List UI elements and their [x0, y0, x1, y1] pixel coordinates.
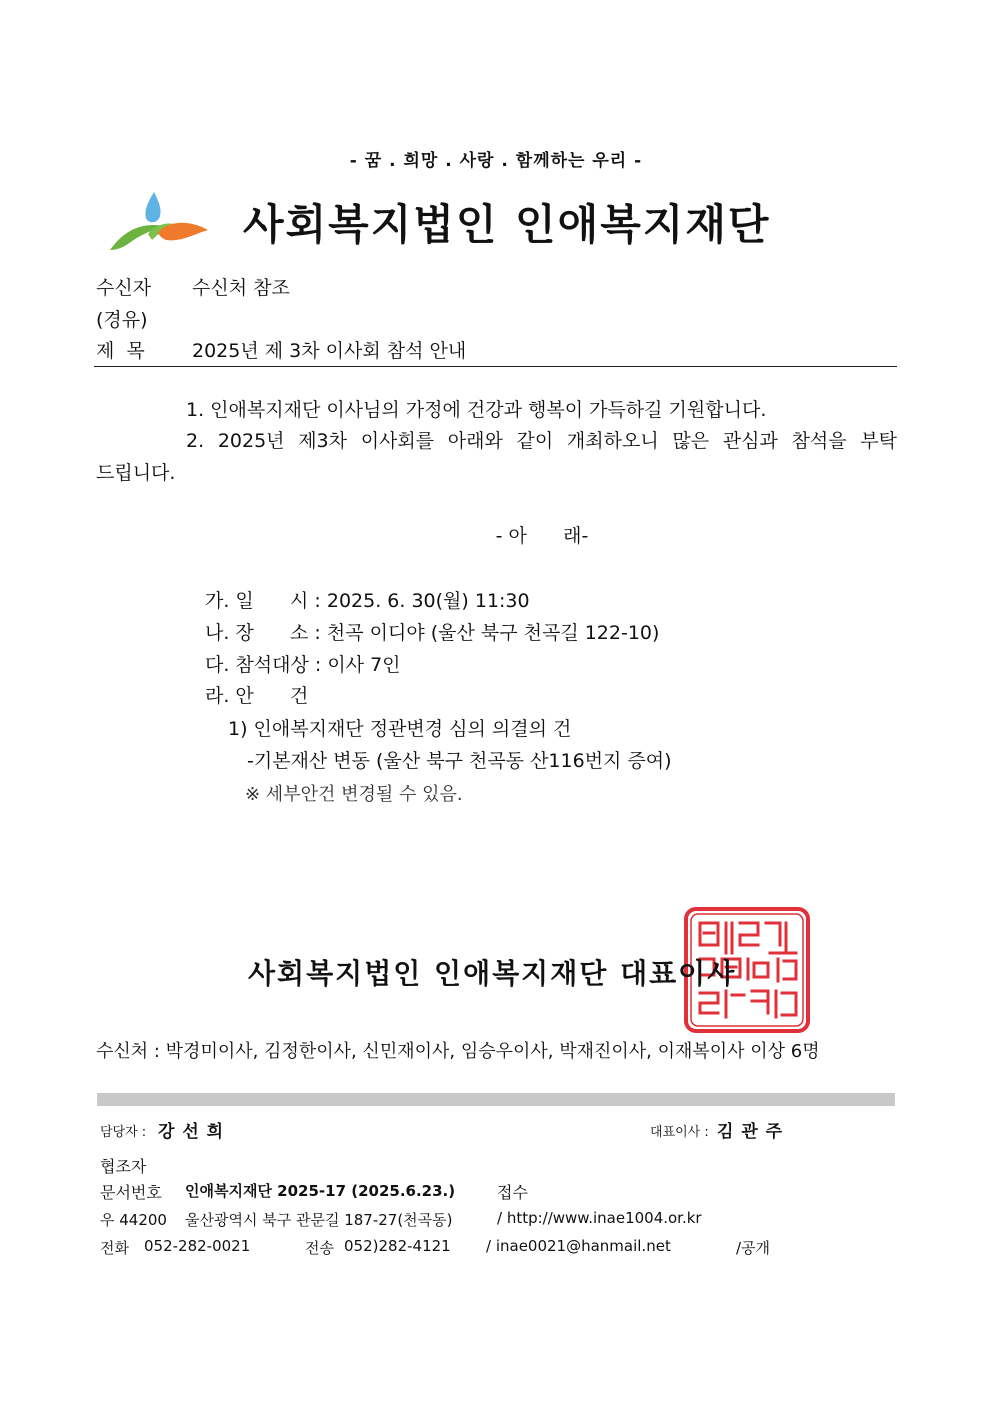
agenda-note: ※ 세부안건 변경될 수 있음.: [245, 784, 463, 805]
address: 울산광역시 북구 관문길 187-27(천곡동): [185, 1211, 453, 1229]
signature-line: 사회복지법인 인애복지재단 대표이사: [248, 957, 737, 990]
body-line-2: 2. 2025년 제3차 이사회를 아래와 같이 개최하오니 많은 관심과 참석을 부탁: [186, 430, 897, 452]
phone-label: 전화: [100, 1239, 129, 1257]
org-title: 사회복지법인 인애복지재단: [243, 200, 771, 249]
email-link[interactable]: / inae0021@hanmail.net: [486, 1237, 671, 1255]
handler-name: 강 선 희: [158, 1122, 225, 1142]
item-agenda: 라. 안 건: [205, 685, 309, 707]
item-datetime: 가. 일 시 : 2025. 6. 30(월) 11:30: [205, 590, 530, 612]
doc-number-label: 문서번호: [100, 1183, 162, 1202]
doc-number-value: 인애복지재단 2025-17 (2025.6.23.): [185, 1182, 456, 1200]
phone-number: 052-282-0021: [144, 1237, 251, 1255]
notice-heading: - 아 래-: [495, 525, 589, 547]
ceo-name: 김 관 주: [717, 1122, 784, 1142]
fax-label: 전송: [305, 1239, 334, 1257]
fax-number: 052)282-4121: [344, 1237, 451, 1255]
via-label: (경유): [96, 309, 148, 331]
website-link[interactable]: / http://www.inae1004.or.kr: [497, 1209, 702, 1227]
agenda-item-1: 1) 인애복지재단 정관변경 심의 의결의 건: [228, 718, 572, 740]
footer-divider-bar: [97, 1093, 895, 1106]
foundation-logo: [108, 190, 210, 254]
logo-drop: [145, 192, 160, 222]
disclosure-status: /공개: [736, 1239, 771, 1257]
slogan: - 꿈 . 희망 . 사랑 . 함께하는 우리 -: [349, 151, 643, 171]
body-line-3: 드립니다.: [96, 462, 176, 484]
agenda-item-1-detail: -기본재산 변동 (울산 북구 천곡동 산116번지 증여): [247, 750, 672, 772]
ceo-label: 대표이사 :: [650, 1125, 709, 1140]
body-line-1: 1. 인애복지재단 이사님의 가정에 건강과 행복이 가득하길 기원합니다.: [186, 399, 767, 421]
recipients-list: 수신처 : 박경미이사, 김정한이사, 신민재이사, 임승우이사, 박재진이사, 이재복이사 이상 6명: [96, 1041, 820, 1062]
postal-code: 우 44200: [100, 1211, 167, 1229]
header-rule: [94, 366, 897, 367]
handler-label: 담당자 :: [100, 1125, 147, 1140]
subject-label: 제 목: [96, 340, 145, 362]
cooperator-label: 협조자: [100, 1157, 147, 1176]
recipient-label: 수신자: [96, 277, 152, 299]
receipt-label: 접수: [497, 1183, 528, 1202]
item-place: 나. 장 소 : 천곡 이디야 (울산 북구 천곡길 122-10): [205, 622, 660, 644]
recipient-value: 수신처 참조: [192, 277, 290, 299]
item-attendees: 다. 참석대상 : 이사 7인: [205, 654, 401, 676]
subject-value: 2025년 제 3차 이사회 참석 안내: [192, 340, 467, 362]
